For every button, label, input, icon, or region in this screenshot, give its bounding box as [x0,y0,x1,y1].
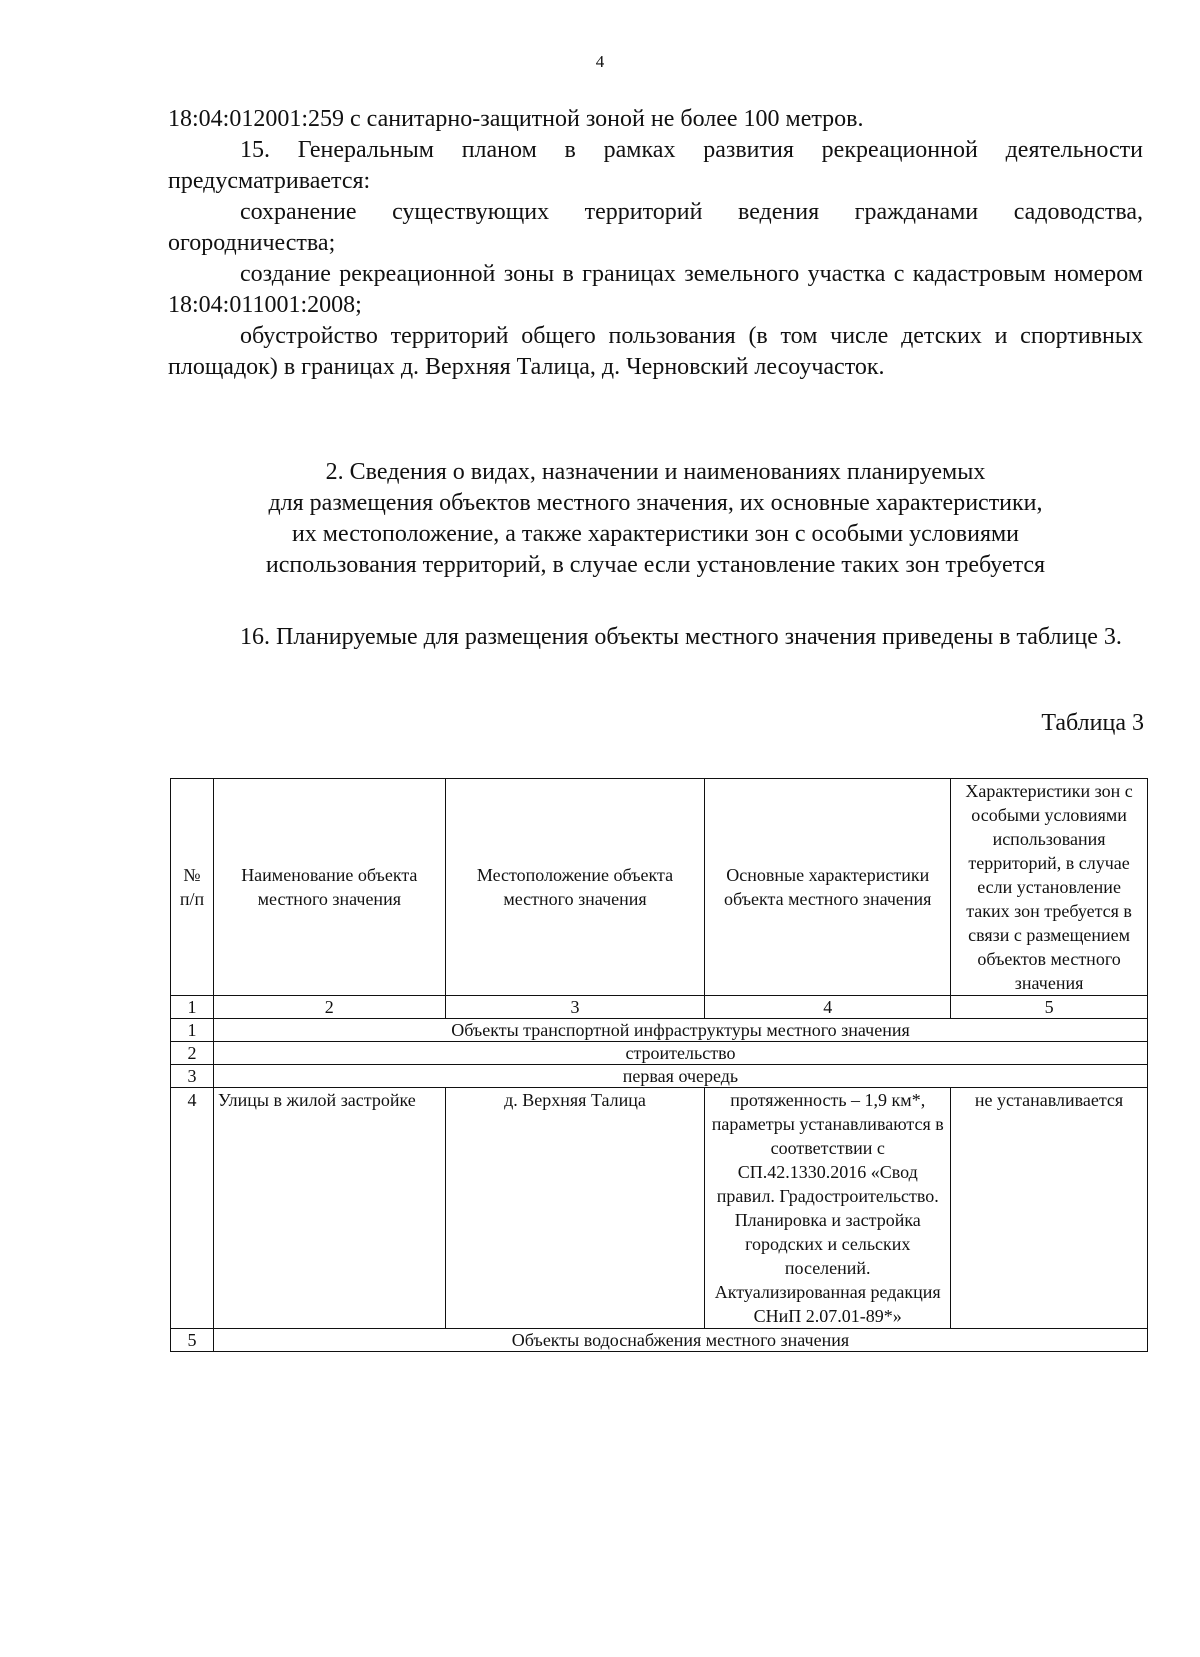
paragraph-continuation: 18:04:012001:259 с санитарно-защитной зоной не более 100 метров. [168,106,864,132]
header-cell-location: Местоположение объекта местного значения [445,779,705,996]
section-title-cell: Объекты транспортной инфраструктуры местного значения [213,1019,1147,1042]
row-number-cell: 1 [171,1019,214,1042]
body-text-16 [168,622,1143,653]
row-number-cell: 5 [171,1329,214,1352]
section-heading-line: 2. Сведения о видах, назначении и наименованиях планируемых [325,459,986,485]
header-cell-characteristics: Основные характеристики объекта местного значения [705,779,951,996]
paragraph-15-item-public-areas: обустройство территорий общего пользования (в том числе детских и спортивных площадок) в границах д. Верхняя Талица, д. Черновский лесоучасток. [168,323,1143,380]
objects-table [170,778,1148,1352]
section-heading [168,457,1143,581]
table-caption: Таблица 3 [1041,710,1144,736]
section-title-cell: строительство [213,1042,1147,1065]
paragraph-15-item-recreation-zone: создание рекреационной зоны в границах земельного участка с кадастровым номером 18:04:011001:2008; [168,261,1143,318]
page-number: 4 [595,52,605,71]
object-name-cell: Улицы в жилой застройке [213,1088,445,1329]
section-heading-line: использования территорий, в случае если установление таких зон требуется [265,552,1046,578]
table-section-row [171,1042,1148,1065]
table-section-row [171,1065,1148,1088]
column-number-cell: 1 [171,996,214,1019]
section-title-cell: первая очередь [213,1065,1147,1088]
object-location-cell: д. Верхняя Талица [445,1088,705,1329]
table-header-row [171,779,1148,996]
body-text-top [168,104,1143,383]
column-number-cell: 5 [951,996,1148,1019]
section-heading-line: их местоположение, а также характеристики зон с особыми условиями [291,521,1020,547]
section-title-cell: Объекты водоснабжения местного значения [213,1329,1147,1352]
paragraph-15-item-gardening: сохранение существующих территорий ведения гражданами садоводства, огородничества; [168,199,1143,256]
column-number-cell: 4 [705,996,951,1019]
table-section-row [171,1019,1148,1042]
header-cell-zones: Характеристики зон с особыми условиями использования территорий, в случае если установление таких зон требуется в связи с размещением объектов местного значения [951,779,1148,996]
header-cell-name: Наименование объекта местного значения [213,779,445,996]
column-number-cell: 2 [213,996,445,1019]
row-number-cell: 2 [171,1042,214,1065]
paragraph-15: 15. Генеральным планом в рамках развития рекреационной деятельности предусматривается: [168,137,1143,194]
row-number-cell: 3 [171,1065,214,1088]
table-row [171,1088,1148,1329]
table-column-numbers-row [171,996,1148,1019]
column-number-cell: 3 [445,996,705,1019]
row-number-cell: 4 [171,1088,214,1329]
object-characteristics-cell: протяженность – 1,9 км*, параметры устанавливаются в соответствии с СП.42.1330.2016 «Свод правил. Градостроительство. Планировка и застройка городских и сельских поселений. Актуализированная редакция СНиП 2.07.01-89*» [705,1088,951,1329]
table-section-row [171,1329,1148,1352]
section-heading-line: для размещения объектов местного значения, их основные характеристики, [268,490,1043,516]
object-zones-cell: не устанавливается [951,1088,1148,1329]
header-cell-number: № п/п [171,779,214,996]
paragraph-16: 16. Планируемые для размещения объекты местного значения приведены в таблице 3. [240,624,1122,650]
